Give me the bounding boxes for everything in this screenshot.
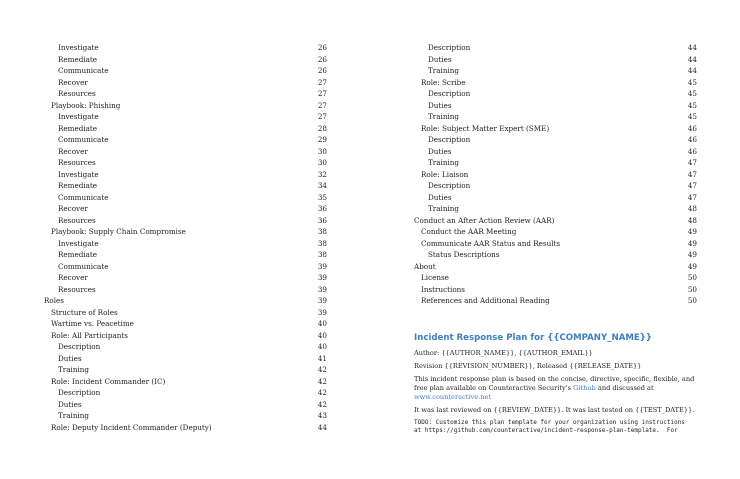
toc-entry-label: Description (428, 181, 471, 190)
toc-entry-label: Investigate (58, 169, 99, 179)
toc-entry-label: Duties (428, 192, 452, 202)
toc-page-number: 47 (687, 169, 697, 179)
toc-entry-label: References and Additional Reading (421, 296, 550, 305)
toc-entry[interactable] (44, 364, 327, 376)
toc-page-number: 42 (317, 365, 327, 374)
toc-entry[interactable] (414, 169, 697, 181)
toc-page-number: 34 (317, 181, 327, 190)
toc-page-number: 49 (687, 261, 697, 271)
toc-entry[interactable] (414, 157, 697, 169)
toc-entry[interactable] (44, 157, 327, 169)
toc-entry-label: Communicate AAR Status and Results (421, 238, 561, 248)
toc-entry-label: Description (58, 388, 101, 397)
toc-page-number: 45 (687, 112, 697, 121)
plan-review-info: It was last reviewed on {{REVIEW_DATE}}. It was last tested on {{TEST_DATE}}. (414, 406, 695, 414)
toc-entry[interactable] (44, 341, 327, 353)
toc-entry-label: Communicate (58, 192, 109, 202)
toc-page-number: 46 (687, 135, 697, 144)
toc-entry[interactable] (414, 146, 697, 158)
toc-entry-label: Training (428, 112, 459, 121)
toc-entry[interactable] (44, 318, 327, 330)
toc-page-number: 47 (687, 192, 697, 202)
toc-entry[interactable] (414, 180, 697, 192)
toc-entry-label: Training (428, 66, 459, 75)
toc-entry-label: Conduct an After Action Review (AAR) (414, 215, 555, 225)
toc-entry-label: License (421, 273, 449, 282)
toc-entry-label: Description (428, 89, 471, 98)
toc-entry-label: Training (428, 204, 459, 213)
toc-page-number: 35 (317, 192, 327, 202)
plan-title: Incident Response Plan for {{COMPANY_NAME}} (414, 333, 653, 343)
toc-entry[interactable] (414, 65, 697, 77)
toc-page-number: 42 (317, 399, 327, 409)
toc-page-number: 48 (687, 204, 697, 213)
toc-entry-label: Role: Subject Matter Expert (SME) (421, 123, 550, 133)
toc-entry-label: Resources (58, 215, 96, 225)
toc-entry[interactable] (414, 215, 697, 227)
toc-page-number: 49 (687, 238, 697, 248)
toc-entry[interactable] (44, 77, 327, 89)
toc-page-number: 46 (687, 146, 697, 156)
toc-page-number: 27 (317, 112, 327, 121)
toc-entry-label: Role: Liaison (421, 169, 469, 179)
toc-page-number: 46 (687, 123, 697, 133)
toc-entry[interactable] (44, 134, 327, 146)
toc-left-column (44, 42, 327, 433)
toc-page-number: 44 (687, 43, 697, 52)
toc-page-number: 39 (317, 307, 327, 317)
toc-page-number: 27 (317, 89, 327, 98)
toc-entry-label: Duties (428, 54, 452, 64)
toc-entry-label: Role: Incident Commander (IC) (51, 376, 166, 386)
toc-entry-label: Description (58, 342, 101, 351)
toc-entry[interactable] (44, 261, 327, 273)
toc-entry-label: Recover (58, 146, 88, 156)
toc-page-number: 45 (687, 100, 697, 110)
toc-page-number: 38 (317, 227, 327, 236)
toc-entry-label: Duties (428, 100, 452, 110)
toc-page-number: 40 (317, 342, 327, 351)
toc-entry-label: Investigate (58, 112, 99, 121)
toc-entry[interactable] (414, 261, 697, 273)
toc-page-number: 50 (687, 296, 697, 305)
toc-entry[interactable] (44, 399, 327, 411)
toc-page-number: 50 (687, 273, 697, 282)
toc-entry[interactable] (414, 238, 697, 250)
toc-entry[interactable] (44, 54, 327, 66)
toc-page-number: 45 (687, 89, 697, 98)
toc-page-number: 32 (317, 169, 327, 179)
toc-entry-label: Remediate (58, 123, 98, 133)
toc-page-number: 44 (317, 422, 327, 432)
toc-page-number: 36 (317, 215, 327, 225)
toc-entry[interactable] (414, 88, 697, 100)
toc-entry-label: Remediate (58, 250, 98, 259)
toc-entry-label: Playbook: Phishing (51, 100, 121, 110)
toc-entry[interactable] (44, 215, 327, 227)
toc-page-number: 26 (317, 54, 327, 64)
toc-entry[interactable] (44, 272, 327, 284)
toc-entry-label: Communicate (58, 261, 109, 271)
plan-basis (414, 375, 696, 402)
github-link[interactable]: Github (573, 384, 596, 392)
toc-entry[interactable] (414, 272, 697, 284)
toc-page-number: 47 (687, 181, 697, 190)
toc-entry[interactable] (414, 203, 697, 215)
toc-entry-label: Role: Deputy Incident Commander (Deputy) (51, 422, 212, 432)
toc-entry[interactable] (44, 238, 327, 250)
toc-entry-label: Duties (58, 353, 82, 363)
toc-entry-label: Instructions (421, 284, 465, 294)
toc-entry[interactable] (44, 203, 327, 215)
toc-entry[interactable] (414, 192, 697, 204)
toc-entry-label: Playbook: Supply Chain Compromise (51, 227, 186, 236)
toc-entry[interactable] (44, 387, 327, 399)
toc-entry[interactable] (44, 376, 327, 388)
toc-entry[interactable] (44, 295, 327, 307)
toc-entry-label: Resources (58, 158, 96, 167)
toc-entry-label: Training (58, 365, 89, 374)
toc-entry[interactable] (414, 100, 697, 112)
toc-entry[interactable] (44, 111, 327, 123)
toc-entry-label: Communicate (58, 66, 109, 75)
toc-entry-label: Remediate (58, 181, 98, 190)
toc-entry-label: Investigate (58, 238, 99, 248)
toc-page-number: 39 (317, 273, 327, 282)
toc-entry[interactable] (414, 249, 697, 261)
toc-entry-label: Roles (44, 296, 64, 305)
toc-entry-label: Recover (58, 77, 88, 87)
toc-page-number: 30 (317, 158, 327, 167)
plan-basis-text: This incident response plan is based on the concise, directive, specific, flexible, and free plan available on Counteractive Security's (414, 375, 695, 392)
toc-entry[interactable] (414, 123, 697, 135)
toc-entry-label: About (414, 261, 436, 271)
toc-entry[interactable] (44, 410, 327, 422)
toc-entry[interactable] (44, 284, 327, 296)
todo-note: TODO: Customize this plan template for your organization using instructions at https://github.com/counteractive/incident-response-plan-template. For (414, 419, 685, 434)
toc-page-number: 44 (687, 66, 697, 75)
toc-right-column (414, 42, 697, 307)
toc-entry-label: Status Descriptions (428, 250, 500, 259)
toc-entry[interactable] (44, 192, 327, 204)
plan-revision: Revision {{REVISION_NUMBER}}, Released {{RELEASE_DATE}} (414, 362, 642, 370)
toc-entry-label: Wartime vs. Peacetime (51, 319, 134, 328)
toc-entry[interactable] (414, 226, 697, 238)
toc-entry[interactable] (44, 422, 327, 434)
toc-page-number: 27 (317, 100, 327, 110)
toc-entry-label: Training (428, 158, 459, 167)
toc-entry[interactable] (414, 111, 697, 123)
toc-entry[interactable] (44, 330, 327, 342)
toc-page-number: 39 (317, 284, 327, 294)
toc-entry-label: Communicate (58, 135, 109, 144)
toc-page-number: 38 (317, 238, 327, 248)
toc-page-number: 50 (687, 284, 697, 294)
toc-entry-label: Duties (428, 146, 452, 156)
toc-page-number: 27 (317, 77, 327, 87)
toc-entry-label: Recover (58, 273, 88, 282)
toc-page-number: 43 (317, 411, 327, 420)
toc-page-number: 44 (687, 54, 697, 64)
toc-page-number: 26 (317, 43, 327, 52)
toc-entry-label: Description (428, 43, 471, 52)
plan-header (414, 332, 696, 435)
plan-basis-mid: and discussed at (595, 384, 654, 392)
toc-page-number: 36 (317, 204, 327, 213)
toc-entry[interactable] (44, 146, 327, 158)
toc-entry-label: Duties (58, 399, 82, 409)
toc-entry[interactable] (414, 54, 697, 66)
toc-entry-label: Structure of Roles (51, 307, 118, 317)
toc-page-number: 39 (317, 296, 327, 305)
toc-entry-label: Resources (58, 89, 96, 98)
plan-author: Author: {{AUTHOR_NAME}}, {{AUTHOR_EMAIL}} (414, 349, 593, 357)
toc-page-number: 40 (317, 330, 327, 340)
toc-entry-label: Resources (58, 284, 96, 294)
toc-entry-label: Role: All Participants (51, 330, 128, 340)
toc-page-number: 28 (317, 123, 327, 133)
toc-entry-label: Investigate (58, 43, 99, 52)
toc-entry[interactable] (44, 249, 327, 261)
toc-page-number: 40 (317, 319, 327, 328)
toc-entry-label: Recover (58, 204, 88, 213)
toc-entry-label: Description (428, 135, 471, 144)
toc-page-number: 26 (317, 66, 327, 75)
toc-entry[interactable] (44, 100, 327, 112)
toc-entry[interactable] (414, 284, 697, 296)
toc-page-number: 38 (317, 250, 327, 259)
toc-page-number: 49 (687, 227, 697, 236)
toc-page-number: 30 (317, 146, 327, 156)
toc-entry[interactable] (414, 77, 697, 89)
toc-page-number: 47 (687, 158, 697, 167)
toc-page-number: 49 (687, 250, 697, 259)
toc-entry-label: Role: Scribe (421, 77, 466, 87)
toc-entry-label: Conduct the AAR Meeting (421, 227, 517, 236)
toc-entry[interactable] (44, 65, 327, 77)
toc-page-number: 45 (687, 77, 697, 87)
toc-entry-label: Training (58, 411, 89, 420)
toc-entry[interactable] (44, 169, 327, 181)
toc-page-number: 41 (317, 353, 327, 363)
toc-page-number: 39 (317, 261, 327, 271)
toc-entry[interactable] (414, 42, 697, 54)
toc-page-number: 42 (317, 376, 327, 386)
toc-entry-label: Remediate (58, 54, 98, 64)
toc-entry[interactable] (44, 307, 327, 319)
toc-entry[interactable] (44, 226, 327, 238)
toc-page-number: 48 (687, 215, 697, 225)
toc-page-number: 29 (317, 135, 327, 144)
toc-entry[interactable] (44, 123, 327, 135)
toc-entry[interactable] (44, 88, 327, 100)
counteractive-site-link[interactable]: www.counteractive.net (414, 393, 492, 401)
toc-page-number: 42 (317, 388, 327, 397)
toc-entry[interactable] (44, 353, 327, 365)
toc-entry[interactable] (44, 42, 327, 54)
toc-entry[interactable] (44, 180, 327, 192)
toc-entry[interactable] (414, 295, 697, 307)
toc-entry[interactable] (414, 134, 697, 146)
